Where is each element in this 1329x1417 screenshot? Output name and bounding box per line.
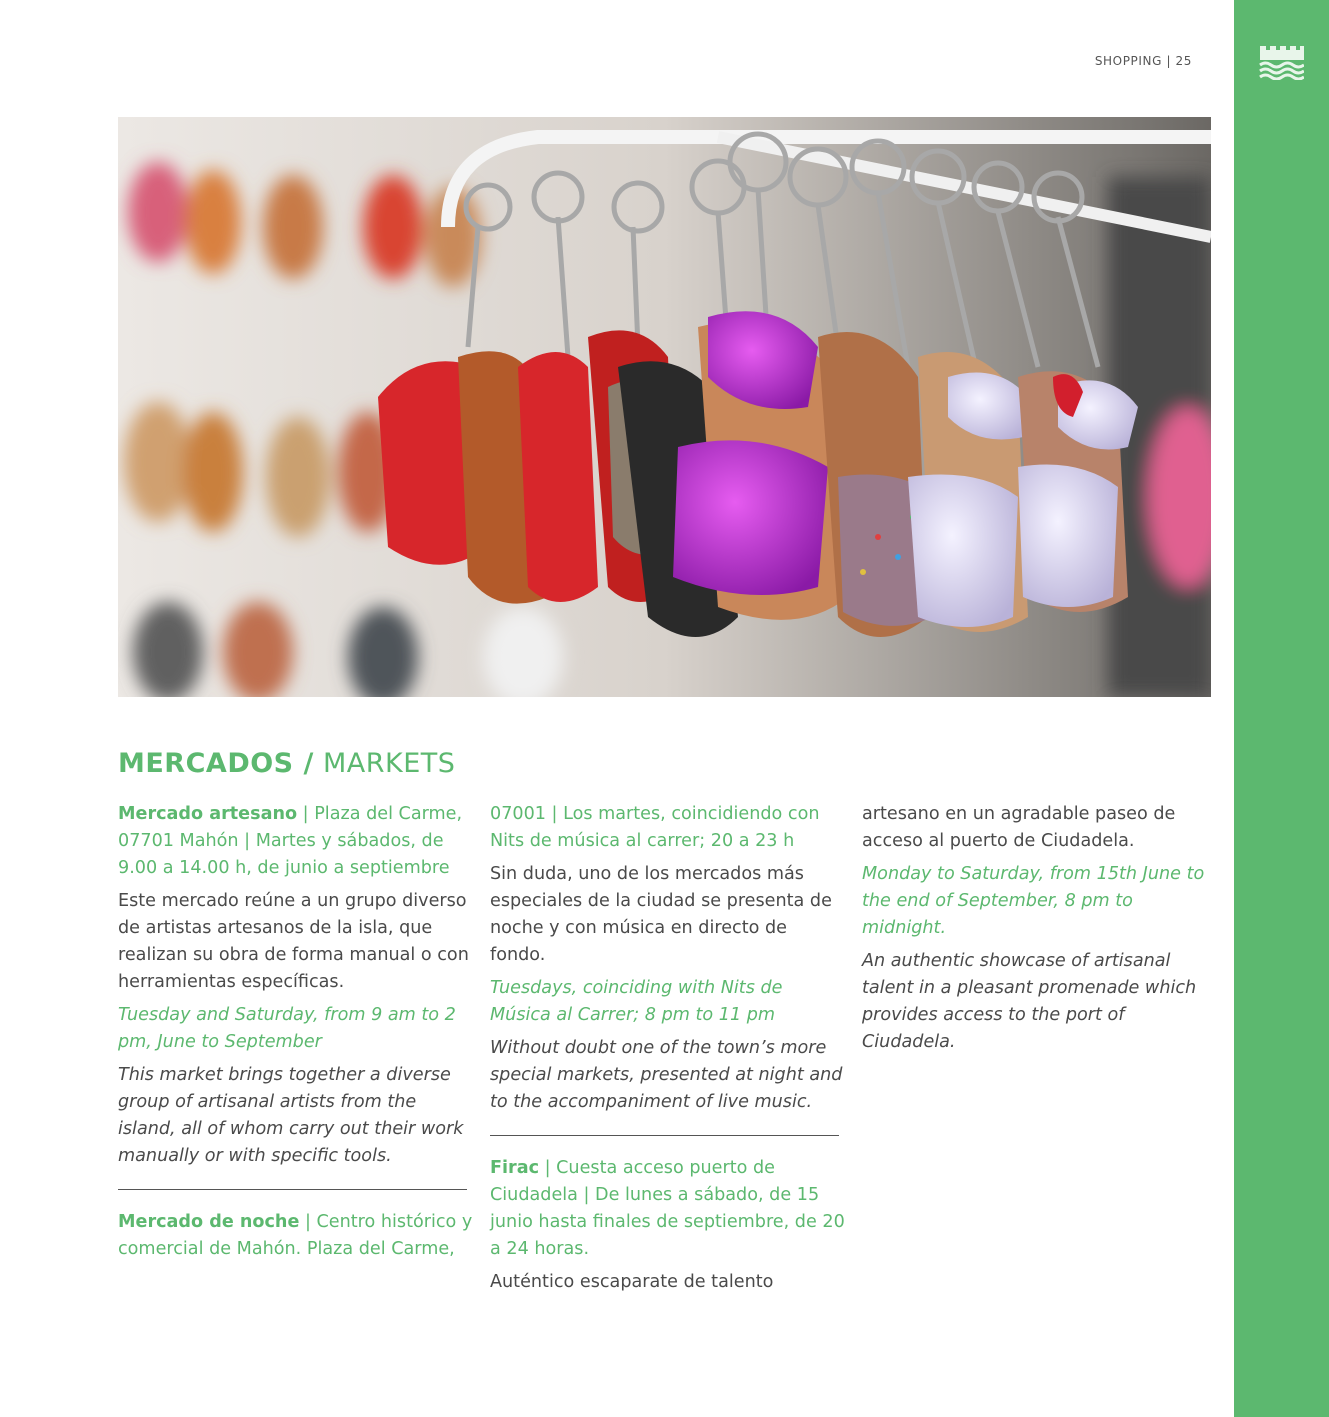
market-desc-es-continued: artesano en un agradable paseo de acceso al puerto de Ciudadela. (862, 804, 1176, 851)
market-desc-es: Auténtico escaparate de talento (490, 1272, 774, 1292)
market-heading (118, 1209, 474, 1263)
text-column-3 (862, 801, 1218, 1062)
market-name: Mercado de noche (118, 1212, 300, 1232)
market-desc-es: Sin duda, uno de los mercados más especiales de la ciudad se presenta de noche y con música en directo de fondo. (490, 864, 832, 965)
text-column-2 (490, 801, 846, 1302)
castle-waves-icon (1258, 44, 1304, 80)
market-details: | Centro histórico y comercial de Mahón. Plaza del Carme, (118, 1212, 473, 1259)
page-number: 25 (1175, 54, 1192, 68)
header-separator: | (1166, 54, 1172, 68)
market-desc-en: Without doubt one of the town’s more special markets, presented at night and to the accompaniment of live music. (490, 1038, 843, 1112)
market-desc-en: An authentic showcase of artisanal talent in a pleasant promenade which provides access to the port of Ciudadela. (862, 951, 1197, 1052)
sidebar-band (1234, 0, 1329, 1417)
section-title (118, 748, 455, 779)
section-label: SHOPPING (1094, 54, 1163, 68)
market-details: | Plaza del Carme, 07701 Mahón | Martes y sábados, de 9.00 a 14.00 h, de junio a septiembre (118, 804, 463, 878)
divider (118, 1189, 467, 1190)
market-desc-en: This market brings together a diverse group of artisanal artists from the island, all of whom carry out their work manually or with specific tools. (118, 1065, 464, 1166)
text-column-1 (118, 801, 474, 1269)
market-heading (490, 1155, 846, 1263)
market-details: | Cuesta acceso puerto de Ciudadela | De lunes a sábado, de 15 junio hasta finales de septiembre, de 20 a 24 horas. (490, 1158, 845, 1259)
market-desc-es: Este mercado reúne a un grupo diverso de artistas artesanos de la isla, que realizan su obra de forma manual o con herramientas específicas. (118, 891, 469, 992)
market-details-continued: 07001 | Los martes, coincidiendo con Nits de música al carrer; 20 a 23 h (490, 804, 820, 851)
market-hours-en: Monday to Saturday, from 15th June to the end of September, 8 pm to midnight. (862, 864, 1205, 938)
market-heading (118, 801, 474, 882)
divider (490, 1135, 839, 1136)
market-name: Mercado artesano (118, 804, 298, 824)
page-header (1060, 54, 1192, 68)
market-hours-en: Tuesday and Saturday, from 9 am to 2 pm, June to September (118, 1005, 456, 1052)
market-name: Firac (490, 1158, 540, 1178)
title-en: MARKETS (322, 748, 456, 779)
market-hours-en: Tuesdays, coinciding with Nits de Música al Carrer; 8 pm to 11 pm (490, 978, 783, 1025)
title-es: MERCADOS / (118, 748, 314, 779)
sandal-keychains-photo (118, 117, 1211, 697)
